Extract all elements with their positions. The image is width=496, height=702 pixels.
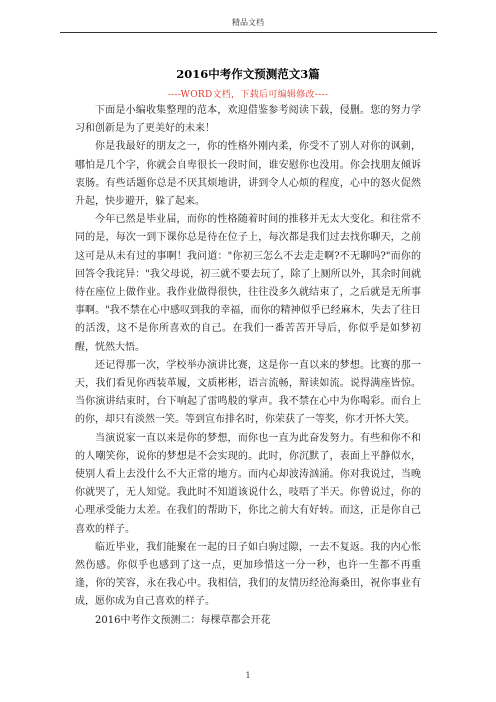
section-heading: 2016中考作文预测二：每棵草都会开花 xyxy=(95,614,271,626)
paragraph: 你是我最好的朋友之一，你的性格外刚内柔，你受不了别人对你的讽刺，哪怕是几个字，你就会自卑很长一段时间，谁安慰你也没用。你会找朋友倾诉衷肠。有些话题你总是不厌其烦地讲，讲到令人心烦的程度，心中的怒火促然升起，快步避开，躲了起来。 xyxy=(75,141,421,208)
page-number: 1 xyxy=(245,671,251,680)
paragraph: 下面是小编收集整理的范本，欢迎借鉴参考阅读下载，侵删。您的努力学习和创新是为了更美好的未来！ xyxy=(75,105,421,135)
header-rule xyxy=(60,32,437,33)
document-title: 2016中考作文预测范文3篇 xyxy=(176,67,320,81)
edit-notice: ----WORD文档，下载后可编辑修改---- xyxy=(167,90,329,100)
paragraph: 当演说家一直以来是你的梦想，而你也一直为此奋发努力。有些和你不和的人嘲笑你，说你的梦想是不会实现的。此时，你沉默了，表面上平静似水，使别人看上去没什么不大正常的地方。而内心却波涛汹涌。你对我说过，当晚你就哭了，无人知觉。我此时不知道该说什么，吱唔了半天。你曾说过，你的心理承受能力太差。在我们的帮助下，你比之前大有好转。而这，正是你自己喜欢的样子。 xyxy=(75,432,421,535)
document-body xyxy=(75,102,421,630)
paragraph: 还记得那一次，学校举办演讲比赛，这是你一直以来的梦想。比赛的那一天，我们看见你西装革履，文质彬彬，语言流畅，辩读如流。说得满座皆惊。当你演讲结束时，台下响起了雷鸣般的掌声。我不禁在心中为你喝彩。而台上的你，却只有淡然一笑。等到宣布排名时，你荣获了一等奖，你才开怀大笑。 xyxy=(75,359,421,426)
header-label: 精品文档 xyxy=(232,18,264,27)
paragraph: 今年已然是毕业届，而你的性格随着时间的推移并无太大变化。和往常不同的是，每次一到下课你总是待在位子上，每次都是我们过去找你聊天，之前这可是从未有过的事啊！我问道："你初三怎么不去走走啊?不无聊吗?"而你的回答令我诧异："我父母说，初三就不要去玩了，除了上厕所以外，其余时间就待在座位上做作业。我作业做得很快，往往没多久就结束了，之后就是无所事事啊。"我不禁在心中感叹到我的幸福，而你的精神似乎已经麻木，失去了往日的活泼，这不是你所喜欢的自己。在我们一番苦苦开导后，你似乎是如梦初醒，恍然大悟。 xyxy=(75,214,421,353)
paragraph: 临近毕业，我们能聚在一起的日子如白驹过隙，一去不复返。我的内心怅然伤感。你似乎也感到了这一点，更加珍惜这一分一秒，也许一生都不再重逢，你的笑容，永在我心中。我相信，我们的友情历经沧海桑田，祝你事业有成，愿你成为自己喜欢的样子。 xyxy=(75,541,421,608)
